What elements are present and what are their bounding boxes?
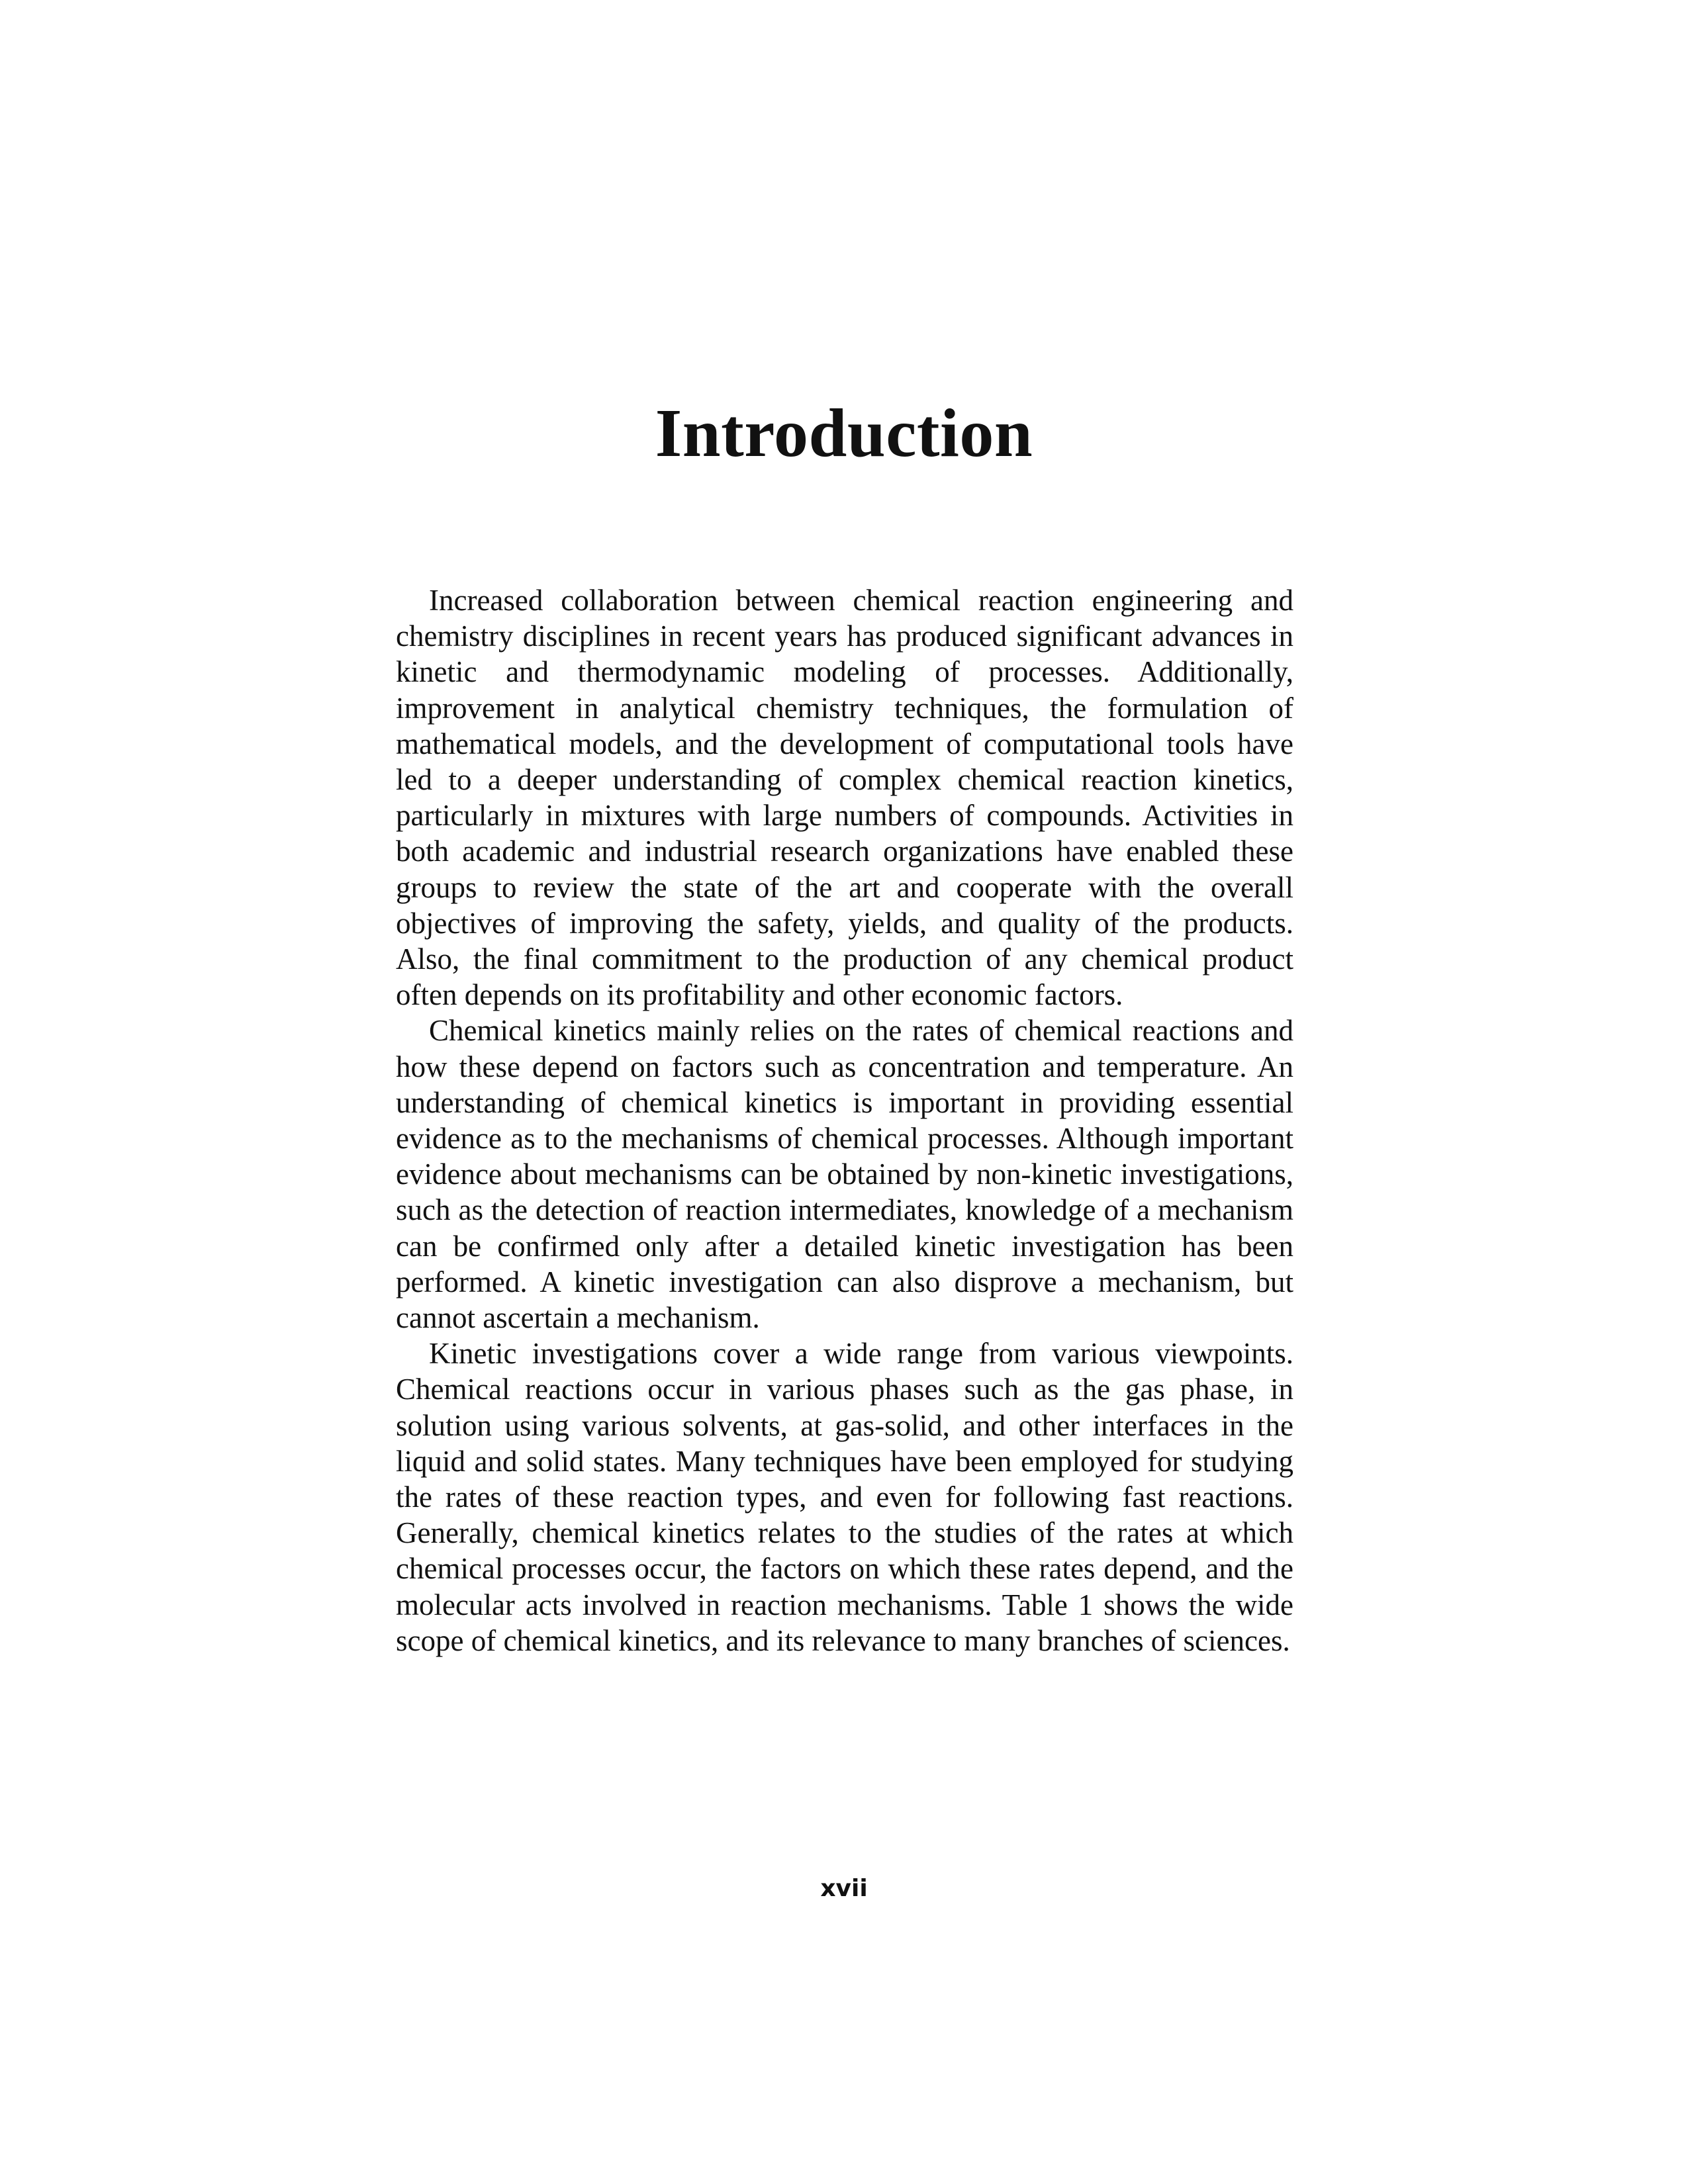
page-title: Introduction — [655, 395, 1033, 471]
paragraph-1: Increased collaboration between chemical reaction engineering and chemistry disciplines in recent years has produced significant advances in kinetic and thermodynamic modeling of processes. Additionally, improvement in analytical chemistry techniques, the formulation of mathematical models, and the development of computational tools have led to a deeper understanding of complex chemical reaction kinetics, particularly in mixtures with large numbers of compounds. Activities in both academic and industrial research organizations have enabled these groups to review the state of the art and cooperate with the overall objectives of improving the safety, yields, and quality of the products. Also, the final commitment to the production of any chemical product often depends on its profitability and other economic factors. — [396, 584, 1293, 1012]
body-text — [396, 582, 1293, 1659]
paragraph-3: Kinetic investigations cover a wide range from various viewpoints. Chemical reactions occur in various phases such as the gas phase, in solution using various solvents, at gas-solid, and other interfaces in the liquid and solid states. Many techniques have been employed for studying the rates of these reaction types, and even for following fast reactions. Generally, chemical kinetics relates to the studies of the rates at which chemical processes occur, the factors on which these rates depend, and the molecular acts involved in reaction mechanisms. Table 1 shows the wide scope of chemical kinetics, and its relevance to many branches of sciences. — [396, 1337, 1293, 1657]
paragraph-2: Chemical kinetics mainly relies on the rates of chemical reactions and how these depend on factors such as concentration and temperature. An understanding of chemical kinetics is important in providing essential evidence as to the mechanisms of chemical processes. Although important evidence about mechanisms can be obtained by non-kinetic investigations, such as the detection of reaction intermediates, knowledge of a mechanism can be confirmed only after a detailed kinetic investigation has been performed. A kinetic investigation can also disprove a mechanism, but cannot ascertain a mechanism. — [396, 1014, 1293, 1335]
page-number: xvii — [820, 1875, 868, 1902]
